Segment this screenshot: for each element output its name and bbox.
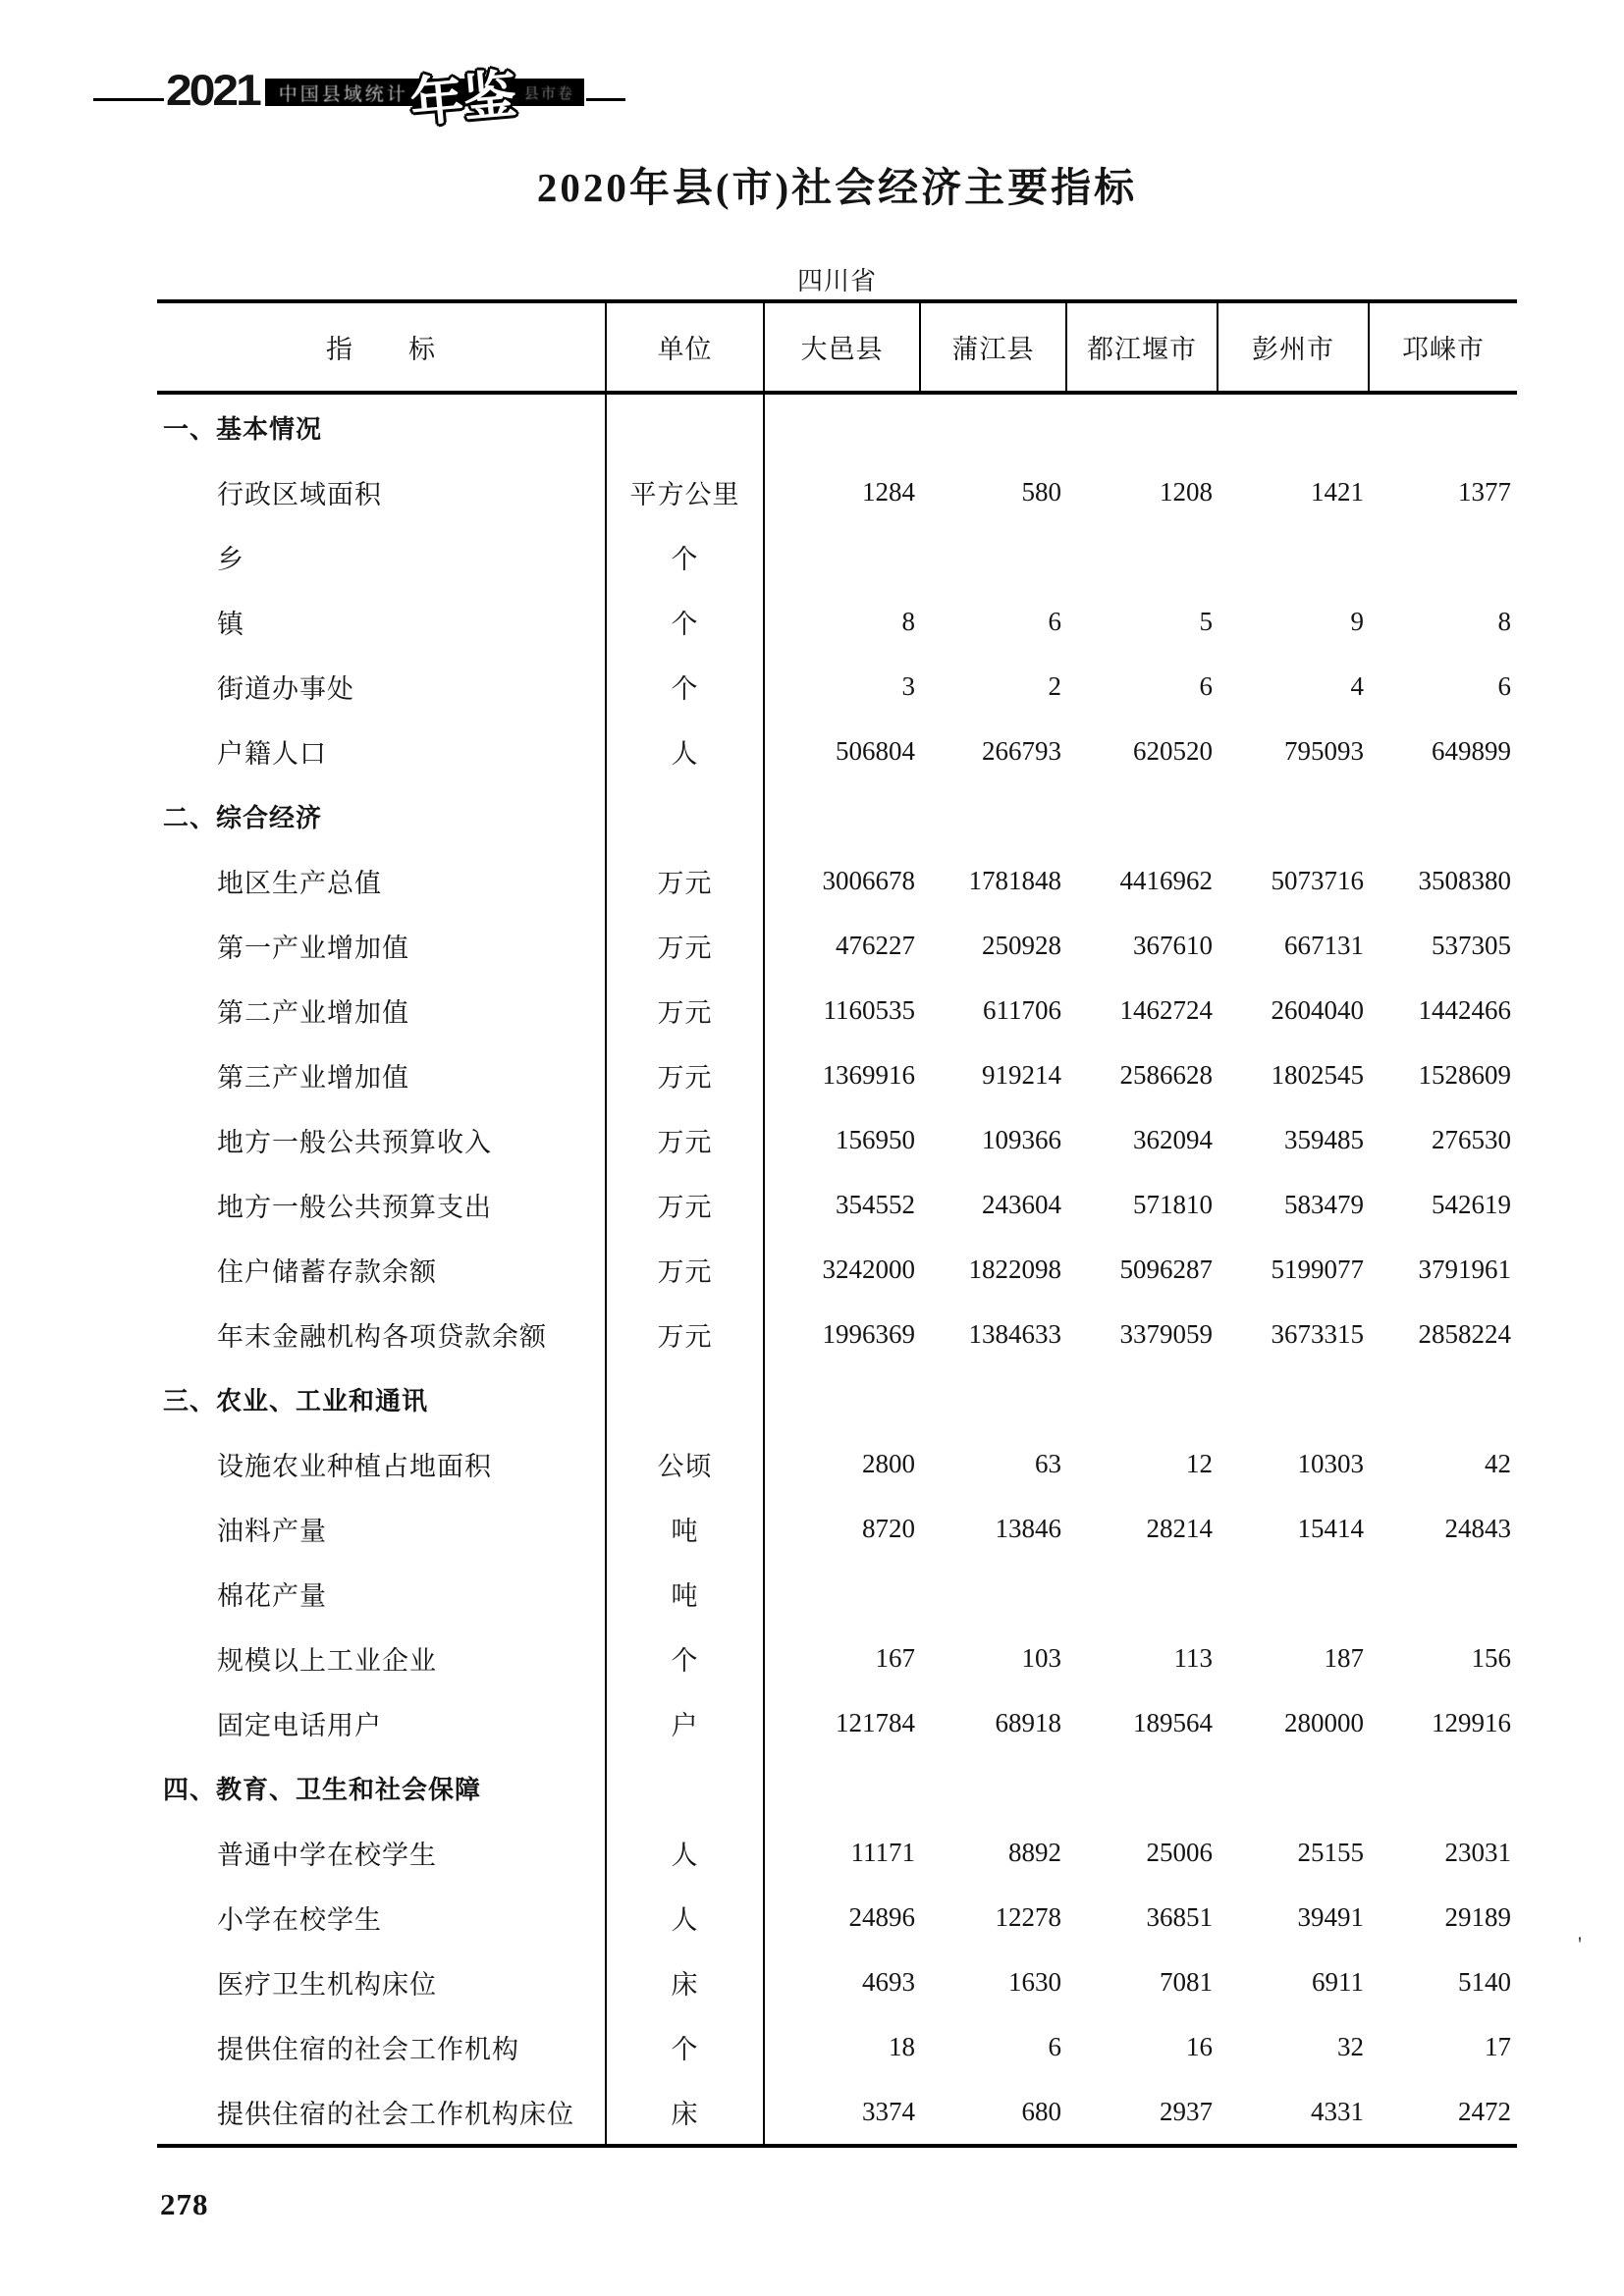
value-cell <box>1218 1755 1370 1820</box>
indicator-label: 街道办事处 <box>157 654 607 719</box>
value-cell <box>1067 783 1218 848</box>
value-cell: 250928 <box>982 930 1061 960</box>
column-header-region: 蒲江县 <box>921 303 1067 391</box>
data-row <box>157 1885 1517 1949</box>
value-cell: 1160535 <box>823 994 915 1025</box>
data-row <box>157 1107 1517 1172</box>
value-cell: 667131 <box>1284 930 1364 960</box>
value-cell: 8892 <box>1008 1837 1061 1867</box>
unit-label: 万元 <box>607 978 765 1042</box>
yearbook-logo <box>93 49 625 133</box>
value-cell: 24896 <box>848 1901 915 1932</box>
unit-label: 床 <box>607 1949 765 2014</box>
data-row <box>157 1690 1517 1755</box>
value-cell <box>765 783 921 848</box>
value-cell: 8 <box>1497 606 1511 636</box>
indicator-label: 棉花产量 <box>157 1561 607 1626</box>
value-cell: 3374 <box>862 2096 915 2126</box>
value-cell: 121784 <box>836 1707 915 1737</box>
unit-label: 个 <box>607 654 765 719</box>
data-row <box>157 913 1517 978</box>
value-cell: 7081 <box>1160 1966 1213 1997</box>
logo-year: 2021 <box>166 66 259 115</box>
column-header-region: 都江堰市 <box>1067 303 1218 391</box>
unit-label: 人 <box>607 1820 765 1885</box>
value-cell: 10303 <box>1297 1448 1364 1478</box>
value-cell <box>1370 1366 1517 1431</box>
value-cell: 1384633 <box>968 1318 1061 1349</box>
indicator-label: 提供住宿的社会工作机构床位 <box>157 2079 607 2144</box>
column-header-region: 邛崃市 <box>1402 335 1485 364</box>
value-cell: 8720 <box>862 1513 915 1543</box>
value-cell: 1208 <box>1160 476 1213 507</box>
indicator-label: 小学在校学生 <box>157 1885 607 1949</box>
table-header-row <box>157 303 1517 395</box>
value-cell: 266793 <box>982 735 1061 766</box>
indicators-table <box>157 299 1517 2148</box>
value-cell: 506804 <box>836 735 915 766</box>
scan-artifact-mark: ' <box>1578 1932 1582 1956</box>
value-cell: 5073716 <box>1271 865 1364 895</box>
value-cell <box>765 395 921 459</box>
value-cell: 36851 <box>1146 1901 1213 1932</box>
column-header-indicator: 指 标 <box>157 303 607 391</box>
page-number: 278 <box>160 2187 209 2221</box>
value-cell: 1802545 <box>1271 1059 1364 1090</box>
value-cell: 129916 <box>1432 1707 1511 1737</box>
data-row <box>157 1302 1517 1366</box>
value-cell: 42 <box>1485 1448 1511 1478</box>
value-cell: 276530 <box>1432 1124 1511 1154</box>
value-cell: 189564 <box>1133 1707 1213 1737</box>
value-cell: 6 <box>1048 2031 1061 2061</box>
value-cell: 1421 <box>1311 476 1364 507</box>
value-cell: 537305 <box>1432 930 1511 960</box>
unit-label <box>607 783 765 848</box>
value-cell <box>1067 524 1218 589</box>
value-cell: 620520 <box>1133 735 1213 766</box>
data-row <box>157 1561 1517 1626</box>
value-cell <box>921 1755 1067 1820</box>
value-cell: 12 <box>1186 1448 1213 1478</box>
value-cell: 3379059 <box>1119 1318 1213 1349</box>
data-row <box>157 1237 1517 1302</box>
value-cell: 8 <box>901 606 915 636</box>
data-row <box>157 1820 1517 1885</box>
indicator-label: 地方一般公共预算支出 <box>157 1172 607 1237</box>
indicator-label: 规模以上工业企业 <box>157 1626 607 1690</box>
value-cell: 5096287 <box>1119 1254 1213 1284</box>
column-header-region: 彭州市 <box>1218 303 1370 391</box>
logo-banner <box>265 65 584 133</box>
value-cell: 243604 <box>982 1189 1061 1219</box>
data-row <box>157 848 1517 913</box>
value-cell <box>1067 1561 1218 1626</box>
value-cell: 1781848 <box>968 865 1061 895</box>
logo-nianjian-calligraphy: 年鉴 <box>407 65 519 133</box>
value-cell: 24843 <box>1444 1513 1511 1543</box>
unit-label: 个 <box>607 524 765 589</box>
indicator-label: 油料产量 <box>157 1496 607 1561</box>
value-cell: 2604040 <box>1271 994 1364 1025</box>
value-cell: 1462724 <box>1119 994 1213 1025</box>
value-cell <box>1067 1755 1218 1820</box>
data-row <box>157 1626 1517 1690</box>
unit-label: 万元 <box>607 1172 765 1237</box>
value-cell <box>921 524 1067 589</box>
logo-volume-label: 县市卷 <box>523 85 574 102</box>
value-cell: 3006678 <box>822 865 915 895</box>
value-cell: 583479 <box>1284 1189 1364 1219</box>
page-title: 2020年县(市)社会经济主要指标 <box>536 165 1138 210</box>
value-cell <box>1370 783 1517 848</box>
value-cell: 1442466 <box>1418 994 1511 1025</box>
section-title: 四、教育、卫生和社会保障 <box>157 1755 607 1820</box>
value-cell <box>1067 1366 1218 1431</box>
value-cell: 63 <box>1035 1448 1061 1478</box>
unit-label <box>607 1755 765 1820</box>
unit-label <box>607 1366 765 1431</box>
indicator-label: 固定电话用户 <box>157 1690 607 1755</box>
value-cell: 6 <box>1048 606 1061 636</box>
value-cell: 156950 <box>836 1124 915 1154</box>
unit-label: 万元 <box>607 1302 765 1366</box>
unit-label: 万元 <box>607 1237 765 1302</box>
logo-banner-text: 中国县域统计 <box>278 83 408 105</box>
value-cell <box>765 524 921 589</box>
value-cell: 2472 <box>1458 2096 1511 2126</box>
value-cell: 3 <box>901 670 915 701</box>
value-cell: 2858224 <box>1418 1318 1511 1349</box>
value-cell: 23031 <box>1444 1837 1511 1867</box>
data-row <box>157 1431 1517 1496</box>
value-cell <box>1370 524 1517 589</box>
value-cell <box>1218 1366 1370 1431</box>
value-cell: 167 <box>875 1642 915 1673</box>
value-cell <box>1218 395 1370 459</box>
unit-label: 户 <box>607 1690 765 1755</box>
unit-label: 人 <box>607 719 765 783</box>
value-cell: 9 <box>1350 606 1364 636</box>
value-cell: 1996369 <box>822 1318 915 1349</box>
value-cell: 919214 <box>982 1059 1061 1090</box>
value-cell <box>1218 1561 1370 1626</box>
value-cell <box>1370 1755 1517 1820</box>
value-cell: 1369916 <box>822 1059 915 1090</box>
value-cell: 5140 <box>1458 1966 1511 1997</box>
value-cell: 109366 <box>982 1124 1061 1154</box>
indicator-label: 第二产业增加值 <box>157 978 607 1042</box>
value-cell: 13846 <box>995 1513 1061 1543</box>
value-cell: 6 <box>1497 670 1511 701</box>
section-title: 二、综合经济 <box>157 783 607 848</box>
indicator-label: 第一产业增加值 <box>157 913 607 978</box>
value-cell <box>765 1366 921 1431</box>
data-row <box>157 1042 1517 1107</box>
value-cell <box>1218 524 1370 589</box>
indicator-label: 户籍人口 <box>157 719 607 783</box>
value-cell: 542619 <box>1432 1189 1511 1219</box>
value-cell: 367610 <box>1133 930 1213 960</box>
value-cell: 1630 <box>1008 1966 1061 1997</box>
section-title: 三、农业、工业和通讯 <box>157 1366 607 1431</box>
data-row <box>157 978 1517 1042</box>
unit-label: 公顷 <box>607 1431 765 1496</box>
section-row <box>157 1366 1517 1431</box>
indicator-label: 普通中学在校学生 <box>157 1820 607 1885</box>
value-cell: 476227 <box>836 930 915 960</box>
value-cell: 4331 <box>1311 2096 1364 2126</box>
region-label: 四川省 <box>796 267 877 295</box>
value-cell: 25006 <box>1146 1837 1213 1867</box>
value-cell: 5199077 <box>1271 1254 1364 1284</box>
data-row <box>157 719 1517 783</box>
value-cell <box>921 395 1067 459</box>
value-cell: 187 <box>1324 1642 1364 1673</box>
value-cell <box>1067 395 1218 459</box>
indicator-label: 住户储蓄存款余额 <box>157 1237 607 1302</box>
indicator-label: 地区生产总值 <box>157 848 607 913</box>
unit-label <box>607 395 765 459</box>
value-cell: 2937 <box>1160 2096 1213 2126</box>
unit-label: 个 <box>607 1626 765 1690</box>
value-cell: 280000 <box>1284 1707 1364 1737</box>
value-cell: 359485 <box>1284 1124 1364 1154</box>
value-cell: 2 <box>1048 670 1061 701</box>
data-row <box>157 1949 1517 2014</box>
unit-label: 人 <box>607 1885 765 1949</box>
indicator-label: 提供住宿的社会工作机构 <box>157 2014 607 2079</box>
section-row <box>157 1755 1517 1820</box>
value-cell: 611706 <box>983 994 1061 1025</box>
indicator-label: 医疗卫生机构床位 <box>157 1949 607 2014</box>
value-cell: 156 <box>1471 1642 1511 1673</box>
section-row <box>157 395 1517 459</box>
unit-label: 万元 <box>607 913 765 978</box>
value-cell: 16 <box>1186 2031 1213 2061</box>
value-cell: 4416962 <box>1119 865 1213 895</box>
value-cell: 2800 <box>862 1448 915 1478</box>
data-row <box>157 589 1517 654</box>
unit-label: 吨 <box>607 1561 765 1626</box>
value-cell: 5 <box>1199 606 1213 636</box>
value-cell: 580 <box>1021 476 1061 507</box>
value-cell: 25155 <box>1297 1837 1364 1867</box>
value-cell: 571810 <box>1133 1189 1213 1219</box>
value-cell: 103 <box>1021 1642 1061 1673</box>
value-cell: 11171 <box>850 1837 915 1867</box>
value-cell <box>765 1561 921 1626</box>
value-cell <box>1370 1561 1517 1626</box>
data-row <box>157 524 1517 589</box>
indicator-label: 镇 <box>157 589 607 654</box>
section-title: 一、基本情况 <box>157 395 607 459</box>
value-cell: 2586628 <box>1119 1059 1213 1090</box>
value-cell: 39491 <box>1297 1901 1364 1932</box>
value-cell: 1528609 <box>1418 1059 1511 1090</box>
value-cell: 795093 <box>1284 735 1364 766</box>
unit-label: 个 <box>607 2014 765 2079</box>
indicator-label: 设施农业种植占地面积 <box>157 1431 607 1496</box>
value-cell: 354552 <box>836 1189 915 1219</box>
unit-label: 万元 <box>607 848 765 913</box>
value-cell: 4693 <box>862 1966 915 1997</box>
value-cell: 4 <box>1350 670 1364 701</box>
data-row <box>157 459 1517 524</box>
indicator-label: 地方一般公共预算收入 <box>157 1107 607 1172</box>
value-cell <box>921 1561 1067 1626</box>
value-cell: 1822098 <box>968 1254 1061 1284</box>
value-cell <box>1370 395 1517 459</box>
value-cell: 15414 <box>1297 1513 1364 1543</box>
value-cell: 17 <box>1485 2031 1511 2061</box>
value-cell: 12278 <box>995 1901 1061 1932</box>
value-cell: 1377 <box>1458 476 1511 507</box>
value-cell: 362094 <box>1133 1124 1213 1154</box>
value-cell: 6 <box>1199 670 1213 701</box>
indicator-label: 年末金融机构各项贷款余额 <box>157 1302 607 1366</box>
unit-label: 个 <box>607 589 765 654</box>
data-row <box>157 2079 1517 2144</box>
unit-label: 床 <box>607 2079 765 2144</box>
value-cell: 28214 <box>1146 1513 1213 1543</box>
value-cell <box>1218 783 1370 848</box>
indicator-label: 第三产业增加值 <box>157 1042 607 1107</box>
value-cell: 113 <box>1173 1642 1213 1673</box>
unit-label: 万元 <box>607 1107 765 1172</box>
value-cell: 3508380 <box>1418 865 1511 895</box>
value-cell: 3673315 <box>1271 1318 1364 1349</box>
column-header-unit: 单位 <box>607 303 765 391</box>
value-cell: 649899 <box>1432 735 1511 766</box>
value-cell: 32 <box>1337 2031 1364 2061</box>
value-cell: 680 <box>1021 2096 1061 2126</box>
column-header-region: 大邑县 <box>765 303 921 391</box>
value-cell: 6911 <box>1312 1966 1364 1997</box>
logo-rule-left <box>93 98 164 101</box>
value-cell: 18 <box>889 2031 915 2061</box>
value-cell <box>921 1366 1067 1431</box>
unit-label: 万元 <box>607 1042 765 1107</box>
unit-label: 平方公里 <box>607 459 765 524</box>
indicator-label: 行政区域面积 <box>157 459 607 524</box>
unit-label: 吨 <box>607 1496 765 1561</box>
data-row <box>157 2014 1517 2079</box>
indicator-label: 乡 <box>157 524 607 589</box>
value-cell: 3242000 <box>822 1254 915 1284</box>
data-row <box>157 1172 1517 1237</box>
logo-rule-right <box>586 98 625 101</box>
section-row <box>157 783 1517 848</box>
value-cell: 29189 <box>1444 1901 1511 1932</box>
data-row <box>157 1496 1517 1561</box>
value-cell: 1284 <box>862 476 915 507</box>
value-cell <box>765 1755 921 1820</box>
data-row <box>157 654 1517 719</box>
value-cell <box>921 783 1067 848</box>
value-cell: 3791961 <box>1418 1254 1511 1284</box>
value-cell: 68918 <box>995 1707 1061 1737</box>
table-body <box>157 395 1517 2144</box>
